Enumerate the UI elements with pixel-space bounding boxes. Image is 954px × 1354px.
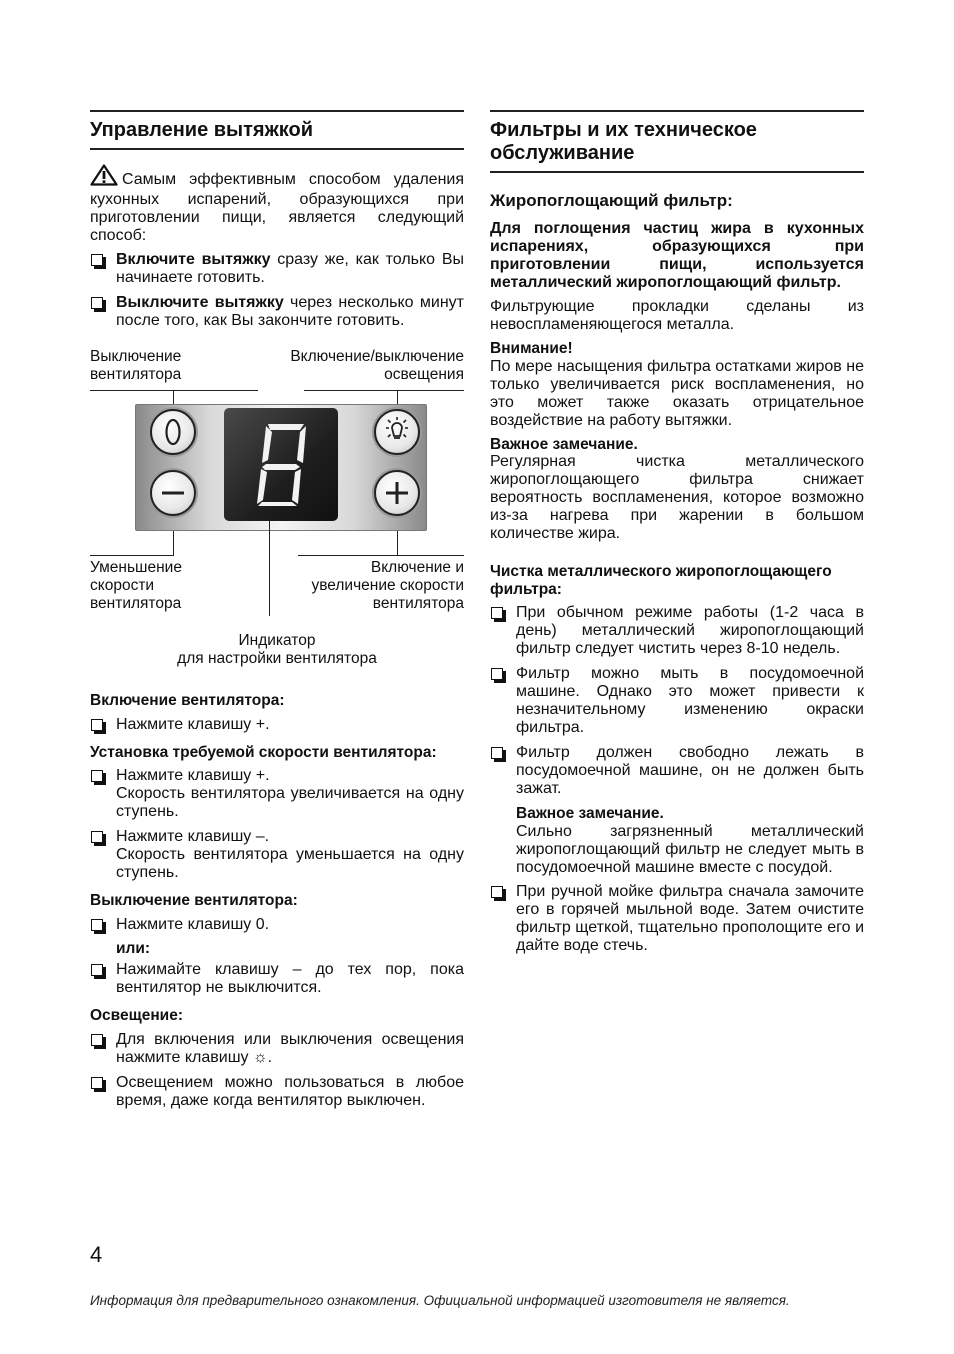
lighting-list <box>90 1031 464 1110</box>
list-item <box>90 767 464 821</box>
fan-off-list <box>90 916 464 934</box>
list-item-text: Фильтр должен свободно лежать в посудомоечной машине, он не должен быть зажат. <box>516 744 864 797</box>
warning-triangle-icon <box>90 164 118 191</box>
checkbox-bullet-icon <box>91 919 103 931</box>
section-title-hood-control: Управление вытяжкой <box>90 119 314 141</box>
checkbox-bullet-icon <box>91 1034 103 1046</box>
label-line: вентилятора <box>90 595 182 612</box>
list-item-text: Нажмите клавишу +. <box>116 767 270 784</box>
footer-disclaimer: Информация для предварительного ознакомления. Официальной информацией изготовителя не является. <box>90 1293 790 1308</box>
increase-speed-button[interactable] <box>374 470 420 516</box>
warning-text: Самым эффективным способом удаления кухонных испарений, образующихся при приготовлении пищи, является следующий способ: <box>90 171 464 244</box>
label-fan-off <box>90 348 181 384</box>
speed-setting-heading: Установка требуемой скорости вентилятора: <box>90 743 437 761</box>
cleaning-list <box>490 604 864 798</box>
attention-text: По мере насыщения фильтра остатками жиров не только увеличивается риск воспламенения, но это может также оказать отрицательное воздействие на работу вытяжки. <box>490 357 864 429</box>
checkbox-bullet-icon <box>91 1077 103 1089</box>
fan-off-heading: Выключение вентилятора: <box>90 892 298 909</box>
list-item-text: Нажимайте клавишу – до тех пор, пока вентилятор не выключится. <box>116 961 464 996</box>
label-line: Индикатор <box>238 632 316 649</box>
decrease-speed-button[interactable] <box>150 470 196 516</box>
label-line: освещения <box>384 366 464 383</box>
list-item-text: Нажмите клавишу 0. <box>116 915 270 933</box>
leader-line <box>269 521 270 616</box>
section-title-filters: Фильтры и их техническое обслуживание <box>490 119 757 164</box>
list-item <box>90 916 464 934</box>
label-light-toggle <box>290 348 464 384</box>
list-item <box>90 1074 464 1110</box>
label-line: Уменьшение <box>90 559 182 576</box>
note-heading: Важное замечание. <box>490 435 638 453</box>
label-line: Включение/выключение <box>290 348 464 365</box>
checkbox-bullet-icon <box>91 770 103 782</box>
checkbox-bullet-icon <box>91 719 103 731</box>
leader-line <box>173 531 174 555</box>
cleaning-list-2 <box>490 883 864 955</box>
list-item <box>490 665 864 737</box>
list-item <box>90 1031 464 1067</box>
label-decrease-speed <box>90 559 182 613</box>
filter-material-text: Фильтрующие прокладки сделаны из невоспламеняющегося металла. <box>490 298 864 333</box>
checkbox-bullet-icon <box>491 747 503 759</box>
label-line: для настройки вентилятора <box>177 650 377 667</box>
speed-indicator-display <box>224 408 338 521</box>
list-item-text: При обычном режиме работы (1-2 часа в день) металлический жиропоглощающий фильтр следует чистить через 8-10 недель. <box>516 604 864 657</box>
checkbox-bullet-icon <box>91 831 103 843</box>
grease-filter-heading: Жиропоглощающий фильтр: <box>490 191 733 210</box>
list-item <box>90 251 464 287</box>
leader-line <box>90 555 174 556</box>
list-item <box>90 716 464 734</box>
fan-off-button[interactable] <box>150 409 196 455</box>
list-item-text: Скорость вентилятора увеличивается на одну ступень. <box>116 785 464 820</box>
list-item <box>490 744 864 798</box>
fan-on-heading: Включение вентилятора: <box>90 692 285 709</box>
list-item <box>90 828 464 882</box>
checkbox-bullet-icon <box>491 668 503 680</box>
list-item-text: через несколько минут после того, как Вы закончите готовить. <box>116 294 464 329</box>
label-line: вентилятора <box>90 366 182 383</box>
fan-off-list-alt <box>90 961 464 997</box>
label-line: вентилятора <box>372 595 464 612</box>
zero-icon <box>152 411 194 453</box>
list-item-text: Для включения или выключения освещения нажмите клавишу ☼. <box>116 1030 464 1066</box>
list-item <box>90 294 464 330</box>
list-item <box>90 961 464 997</box>
checkbox-bullet-icon <box>491 886 503 898</box>
right-column <box>490 110 864 962</box>
plus-icon <box>376 472 418 514</box>
list-item <box>490 883 864 955</box>
lighting-heading: Освещение: <box>90 1007 183 1024</box>
leader-line <box>298 555 464 556</box>
title-rule <box>90 148 464 150</box>
checkbox-bullet-icon <box>91 964 103 976</box>
list-item-text: сразу же, как только Вы начинаете готовить. <box>116 251 464 286</box>
title-rule <box>490 171 864 173</box>
list-item-bold: Включите вытяжку <box>116 251 271 268</box>
seven-segment-digit-icon <box>224 408 338 521</box>
control-panel-figure <box>90 344 464 667</box>
page-number: 4 <box>90 1242 103 1267</box>
label-line: скорости <box>90 577 155 594</box>
grease-filter-intro: Для поглощения частиц жира в кухонных испарениях, образующихся при приготовлении пищи, используется металлический жиропоглощающий фильтр. <box>490 220 864 291</box>
attention-heading: Внимание! <box>490 340 573 357</box>
warning-paragraph <box>90 164 464 245</box>
fan-on-list <box>90 716 464 734</box>
list-item <box>490 604 864 658</box>
checkbox-bullet-icon <box>491 607 503 619</box>
minus-icon <box>152 472 194 514</box>
leader-line <box>397 531 398 555</box>
light-toggle-button[interactable] <box>374 409 420 455</box>
list-item-text: Фильтр можно мыть в посудомоечной машине. Однако это может привести к незначительному изменению окраски фильтра. <box>516 665 864 736</box>
note2-text: Сильно загрязненный металлический жиропоглощающий фильтр не следует мыть в посудомоечной машине вместе с посудой. <box>516 822 864 876</box>
intro-list <box>90 251 464 330</box>
list-item-text: Освещением можно пользоваться в любое время, даже когда вентилятор выключен. <box>116 1073 464 1109</box>
note2-heading: Важное замечание. <box>516 805 664 822</box>
list-item-bold: Выключите вытяжку <box>116 294 284 311</box>
checkbox-bullet-icon <box>91 254 103 266</box>
speed-setting-list <box>90 767 464 882</box>
light-bulb-icon <box>376 411 418 453</box>
or-label: или: <box>116 939 151 957</box>
leader-line <box>304 390 464 391</box>
left-column <box>90 110 464 1117</box>
list-item-text: Нажмите клавишу –. <box>116 828 270 845</box>
label-line: увеличение скорости <box>311 577 464 594</box>
checkbox-bullet-icon <box>91 297 103 309</box>
label-line: Включение и <box>370 559 464 576</box>
list-item-text: Нажмите клавишу +. <box>116 715 270 733</box>
label-speed-indicator <box>90 632 464 668</box>
label-line: Выключение <box>90 348 182 365</box>
label-increase-speed <box>311 559 464 613</box>
note-text: Регулярная чистка металлического жиропоглощающего фильтра снижает вероятность воспламенения, которое возможно из-за нагрева при жарении в большом количестве жира. <box>490 453 864 542</box>
list-item-text: При ручной мойке фильтра сначала замочите его в горячей мыльной воде. Затем очистите фильтр щеткой, тщательно прополощите его и дайте воде стечь. <box>516 882 864 954</box>
cleaning-heading: Чистка металлического жиропоглощающего фильтра: <box>490 563 832 598</box>
leader-line <box>90 390 258 391</box>
list-item-text: Скорость вентилятора уменьшается на одну ступень. <box>116 846 464 881</box>
